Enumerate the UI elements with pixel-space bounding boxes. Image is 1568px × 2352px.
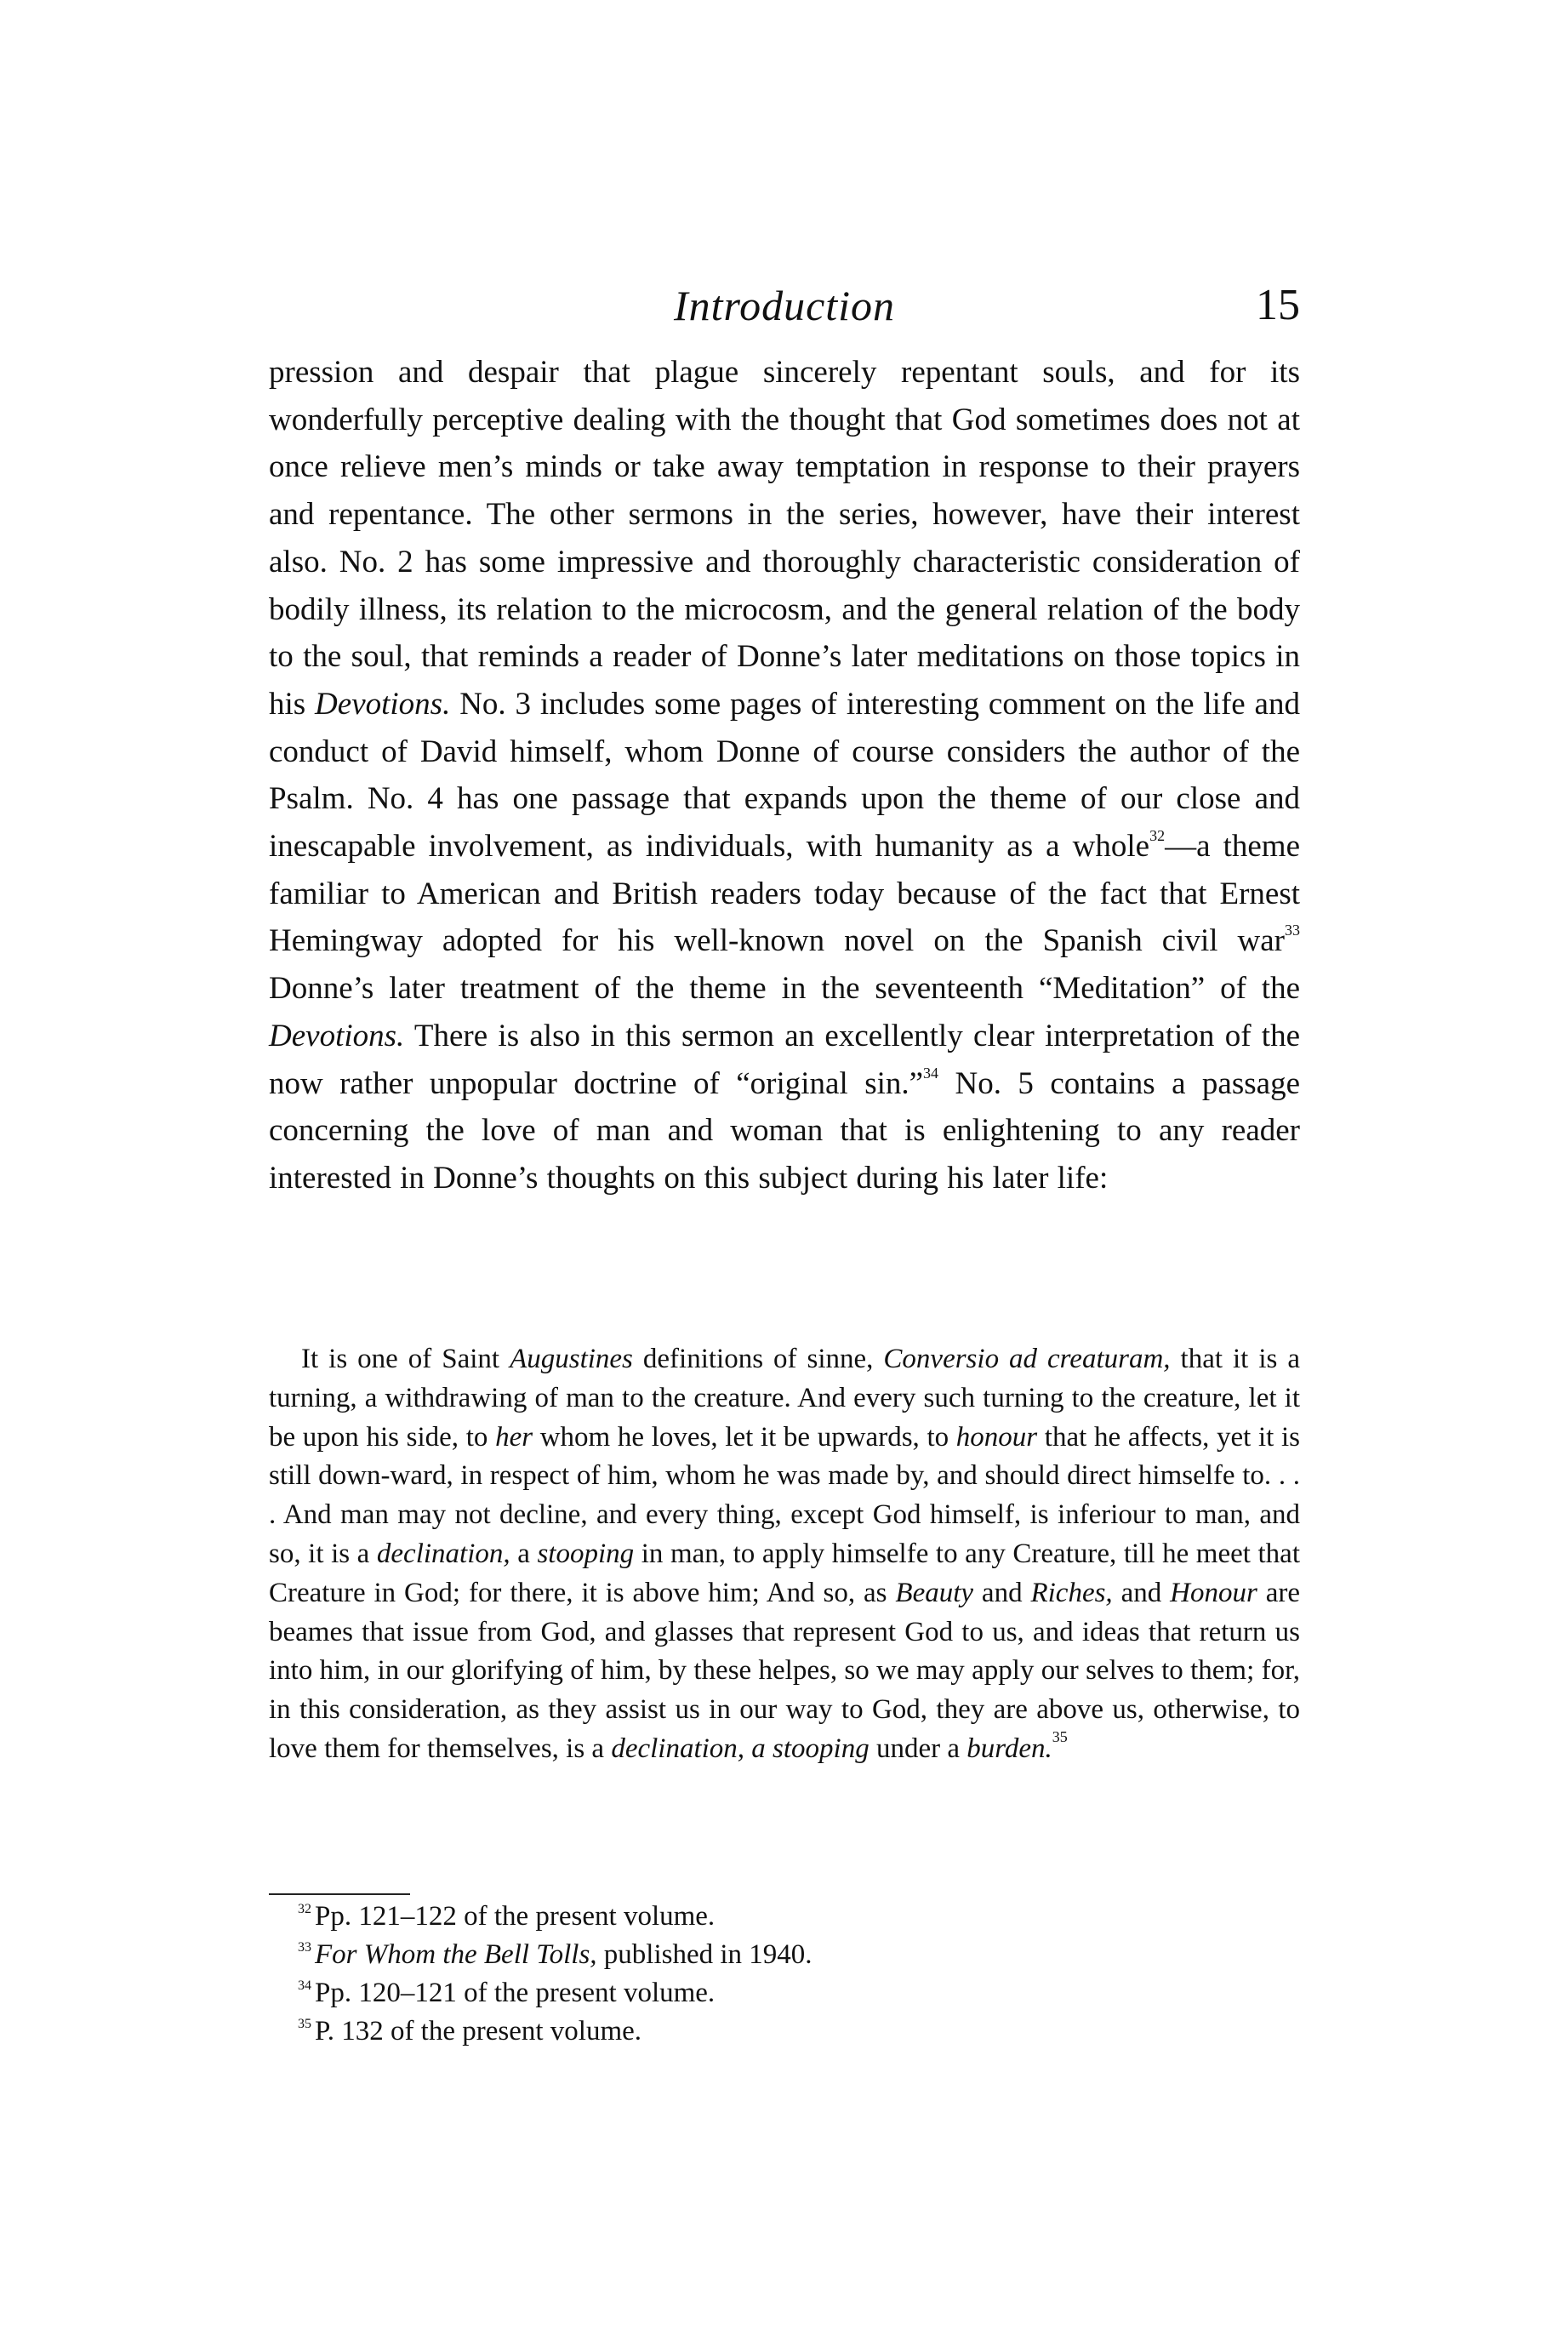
quote-italic: Conversio ad creaturam, <box>883 1344 1171 1374</box>
page-number: 15 <box>1256 281 1300 329</box>
quote-text-run: definitions of sinne, <box>632 1344 884 1374</box>
quote-text-run: a <box>510 1538 538 1569</box>
body-text-run: There is also in this sermon an excellently clear interpretation of the now rather unpopular doctrine of “original sin.” <box>269 1018 1300 1101</box>
italic-title: Devotions. <box>315 686 451 722</box>
footnote <box>298 2012 1276 2051</box>
quote-italic: Riches, <box>1030 1577 1113 1608</box>
footnote-text: published in 1940. <box>596 1939 813 1970</box>
quote-italic: declination, <box>376 1538 510 1569</box>
quote-italic: her <box>495 1421 533 1453</box>
body-text-run: Donne’s later treatment of the theme in the seventeenth “Meditation” of the <box>269 971 1300 1007</box>
footnote-text: Pp. 120–121 of the present volume. <box>315 1978 716 2008</box>
footnote <box>298 1936 1276 1974</box>
quote-text-run: that he affects, yet it is still down-ward, in respect of him, whom he was made by, and should direct himselfe to. . . . And man may not decline, and every thing, except God himself, is inferiour to man, and so, it is a <box>269 1421 1300 1569</box>
quote-text-run: are beames that issue from God, and glasses that represent God to us, and ideas that return us into him, in our glorifying of him, by these helpes, so we may apply our selves to them; for, in this consideration, as they assist us in our way to God, they are above us, otherwise, to love them for themselves, is a <box>269 1577 1300 1764</box>
footnote-number: 33 <box>298 1940 311 1955</box>
italic-title: Devotions. <box>269 1018 405 1053</box>
footnote-ref: 33 <box>1285 922 1300 939</box>
quote-italic: honour <box>955 1421 1038 1453</box>
quote-text-run: that it is a turning, a withdrawing of man to the creature. And every such turning to the creature, let it be upon his side, to <box>269 1344 1300 1453</box>
quote-italic: burden. <box>966 1733 1052 1764</box>
body-paragraph <box>269 349 1300 1202</box>
footnote-rule <box>269 1893 410 1895</box>
running-title: Introduction <box>673 282 896 329</box>
body-text-run: No. 3 includes some pages of interesting comment on the life and conduct of David himself, whom Donne of course considers the author of the Psalm. No. 4 has one passage that expands upon the theme of our close and inescapable involvement, as individuals, with humanity as a whole <box>269 686 1300 865</box>
footnote <box>298 1974 1276 2012</box>
footnote-number: 34 <box>298 1978 311 1993</box>
quote-text-run: in man, to apply himselfe to any Creature, till he meet that Creature in God; for there, it is above him; And so, as <box>269 1538 1301 1608</box>
quote-italic: Honour <box>1170 1577 1257 1608</box>
body-text-run: pression and despair that plague sincerely repentant souls, and for its wonderfully perceptive dealing with the thought that God sometimes does not at once relieve men’s minds or take away temptation in response to their prayers and repentance. The other sermons in the series, however, have their interest also. No. 2 has some impressive and thoroughly characteristic consideration of bodily illness, its relation to the microcosm, and the general relation of the body to the soul, that reminds a reader of Donne’s later meditations on those topics in his <box>269 355 1300 722</box>
footnote-ref: 32 <box>1149 827 1166 845</box>
quote-italic: declination, a stooping <box>611 1733 870 1764</box>
footnote <box>298 1898 1276 1936</box>
quote-italic: Beauty <box>895 1577 974 1608</box>
footnotes <box>298 1898 1276 2051</box>
footnote-ref: 35 <box>1052 1727 1068 1745</box>
footnote-number: 32 <box>298 1902 311 1916</box>
footnote-text: P. 132 of the present volume. <box>315 2016 642 2047</box>
footnote-italic-title: For Whom the Bell Tolls, <box>315 1939 597 1970</box>
quote-italic: stooping <box>537 1538 635 1569</box>
block-quote <box>269 1340 1300 1769</box>
footnote-ref: 34 <box>923 1064 939 1082</box>
running-head <box>269 277 1300 340</box>
body-text-run: No. 5 contains a passage concerning the love of man and woman that is enlightening to any reader interested in Donne’s thoughts on this subject during his later life: <box>269 1065 1300 1196</box>
footnote-number: 35 <box>298 2017 311 2031</box>
quote-text-run: under a <box>869 1733 967 1764</box>
quote-text-run: It is one of Saint <box>301 1344 510 1374</box>
footnote-text: Pp. 121–122 of the present volume. <box>315 1901 716 1932</box>
quote-italic: Augustines <box>510 1344 633 1374</box>
body-text-run: —a theme familiar to American and British readers today because of the fact that Ernest Hemingway adopted for his well-known novel on the Spanish civil war <box>269 829 1300 959</box>
quote-text-run: and <box>973 1577 1031 1608</box>
quote-text-run: and <box>1112 1577 1171 1608</box>
quote-text-run: whom he loves, let it be upwards, to <box>533 1421 956 1453</box>
